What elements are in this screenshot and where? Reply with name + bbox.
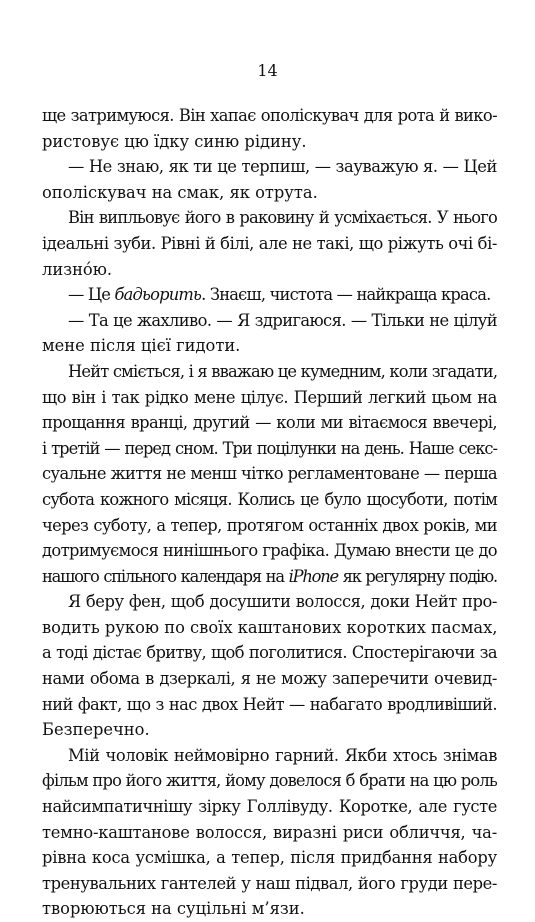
text-line: рівна коса усмішка, а тепер, після придбання набору: [42, 848, 497, 868]
text-line: субота кожного місяця. Колись це було щосуботи, потім: [42, 489, 497, 509]
text-line: нашого спільного календаря на iPhone як регулярну подію.: [42, 566, 497, 586]
text-line: що він і так рідко мене цілує. Перший легкий цьом на: [42, 387, 497, 407]
text-line: — Та це жахливо. — Я здригаюся. — Тільки не цілуй: [68, 310, 497, 330]
text-line: дотримуємося нинішнього графіка. Думаю внести це до: [42, 541, 497, 561]
text-line: мене після цієї гидоти.: [42, 336, 241, 356]
body-text: [42, 103, 497, 922]
text-line: Мій чоловік неймовірно гарний. Якби хтось знімав: [68, 745, 497, 765]
paragraph: [42, 282, 497, 308]
italic-word: iPhone: [288, 566, 338, 586]
paragraph: [42, 743, 497, 922]
text-line: — Не знаю, як ти це терпиш, — зауважую я. — Цей: [68, 157, 497, 177]
text-line: ще затримуюся. Він хапає ополіскувач для рота й вико-: [42, 106, 497, 125]
text-line: тренувальних гантелей у наш підвал, його груди пере-: [42, 873, 497, 893]
text-line: фільм про його життя, йому довелося б брати на цю роль: [42, 771, 497, 791]
text-line: Нейт сміється, і я вважаю це кумедним, коли згадати,: [68, 361, 498, 381]
text-line: ристовує цю їдку синю рідину.: [42, 131, 307, 151]
text-line: а тоді дістає бритву, щоб поголитися. Спостерігаючи за: [42, 643, 497, 663]
text-line: ополіскувач на смак, як отрута.: [42, 182, 318, 202]
page-number: 14: [257, 61, 278, 80]
paragraph: [42, 308, 497, 359]
text-line: творюються на суцільні м’язи.: [42, 899, 305, 919]
text-line: Безперечно.: [42, 720, 150, 740]
paragraph: [42, 205, 497, 282]
paragraph: [42, 154, 497, 205]
text-line: лизно́ю.: [42, 259, 113, 279]
text-line: через суботу, а тепер, протягом останніх двох років, ми: [42, 515, 497, 535]
italic-word: бадьорить: [114, 285, 202, 305]
text-line: і третій — перед сном. Три поцілунки на день. Наше секс-: [42, 438, 497, 458]
paragraph: [42, 103, 497, 154]
text-line: темно-каштанове волосся, виразні риси обличчя, ча-: [42, 822, 497, 842]
text-line: ний факт, що з нас двох Нейт — набагато вродливіший.: [42, 694, 497, 714]
text-line: прощання вранці, другий — коли ми вітаємося ввечері,: [42, 413, 497, 433]
text-line: Він випльовує його в раковину й усміхається. У нього: [68, 208, 497, 228]
text-line: водить рукою по своїх каштанових коротких пасмах,: [42, 617, 498, 637]
text-line: — Це бадьорить. Знаєш, чистота — найкраща краса.: [68, 285, 491, 305]
text-line: нами обома в дзеркалі, я не можу заперечити очевид-: [42, 669, 497, 689]
text-line: ідеальні зуби. Рівні й білі, але не такі, що ріжуть очі бі-: [42, 233, 497, 253]
paragraph: [42, 589, 497, 743]
text-line: Я беру фен, щоб досушити волосся, доки Нейт про-: [68, 592, 497, 612]
paragraph: [42, 359, 497, 589]
text-line: найсимпатичнішу зірку Голлівуду. Коротке, але густе: [42, 797, 497, 817]
text-line: суальне життя не менш чітко регламентоване — перша: [42, 464, 497, 484]
